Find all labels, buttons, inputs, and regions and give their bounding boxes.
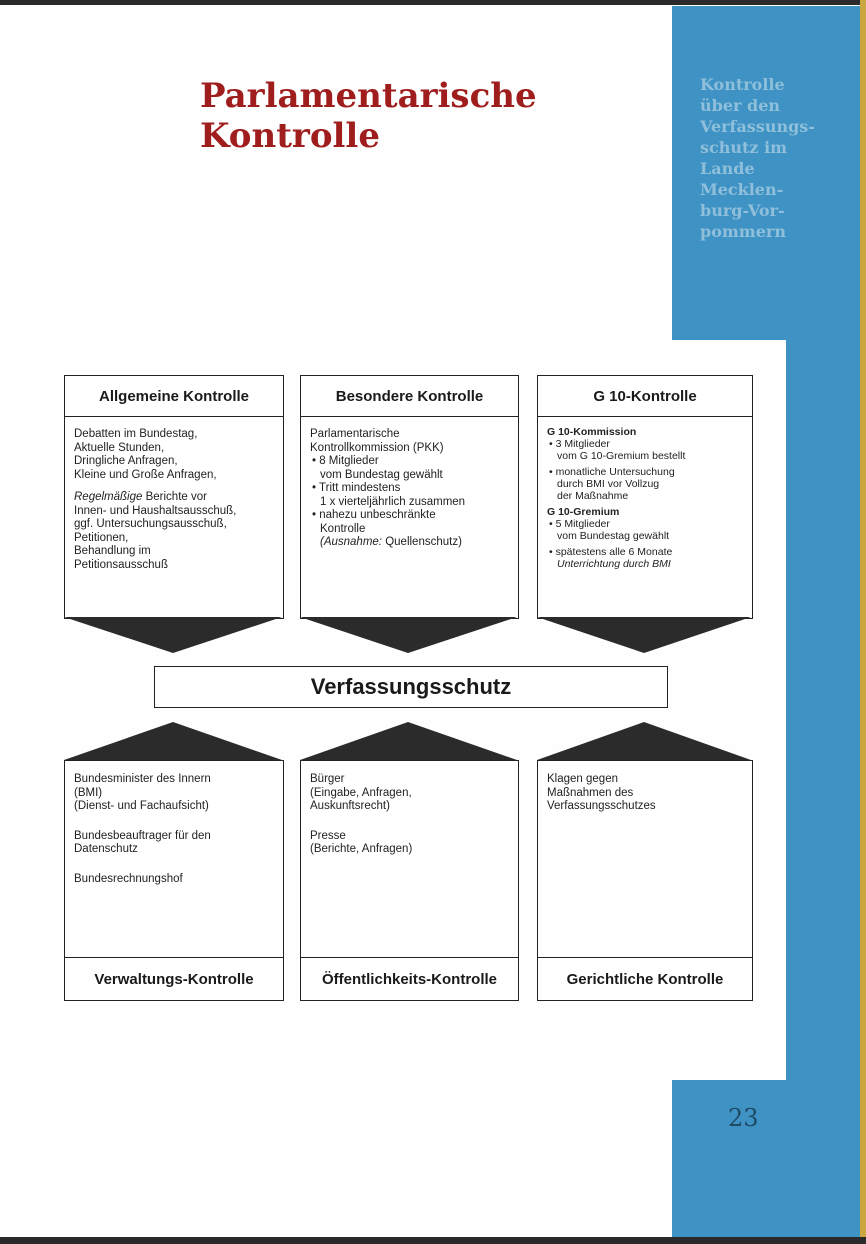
- italic-text: Regelmäßige: [74, 491, 143, 503]
- bullet-item: • 5 Mitglieder: [549, 518, 610, 530]
- box-content: [310, 428, 512, 550]
- paragraph: Presse (Berichte, Anfragen): [310, 829, 413, 855]
- page-edge-right: [860, 0, 866, 1244]
- paragraph: Bürger (Eingabe, Anfragen, Auskunftsrecht): [310, 773, 412, 812]
- box-header: Allgemeine Kontrolle: [65, 376, 283, 417]
- bullet-continuation: vom G 10-Gremium bestellt: [557, 450, 686, 462]
- arrow-down-icon: [64, 617, 282, 655]
- page-title: Parlamentarische Kontrolle: [200, 76, 537, 156]
- box-gerichtliche-kontrolle: [537, 760, 753, 1001]
- subheading: G 10-Kommission: [547, 426, 637, 438]
- side-color-column: [786, 340, 860, 1080]
- bullet-item: • spätestens alle 6 Monate: [549, 546, 673, 558]
- bullet-continuation: vom Bundestag gewählt: [557, 530, 670, 542]
- box-header: G 10-Kontrolle: [538, 376, 752, 417]
- box-allgemeine-kontrolle: [64, 375, 284, 619]
- paragraph: Bundesrechnungshof: [74, 872, 183, 885]
- box-oeffentlichkeits-kontrolle: [300, 760, 519, 1001]
- bullet-note: [310, 536, 512, 550]
- paragraph: Debatten im Bundestag, Aktuelle Stunden, Dringliche Anfragen, Kleine und Große Anfragen,: [74, 428, 217, 481]
- box-verwaltungs-kontrolle: [64, 760, 284, 1001]
- box-content: [310, 773, 512, 857]
- verfassungsschutz-label: Verfassungsschutz: [154, 666, 668, 708]
- bullet-item: • Tritt mindestens 1 x vierteljährlich zusammen: [312, 482, 466, 508]
- arrow-up-icon: [300, 722, 517, 760]
- box-footer: Verwaltungs-Kontrolle: [65, 957, 283, 1000]
- page-edge-top: [0, 0, 866, 5]
- bullet-item: • nahezu unbeschränkte Kontrolle: [312, 509, 436, 535]
- box-content: [547, 773, 746, 814]
- arrow-down-icon: [300, 617, 517, 655]
- box-g10-kontrolle: [537, 375, 753, 619]
- paragraph: Innen- und Haushaltsausschuß, ggf. Untersuchungsausschuß, Petitionen, Behandlung im Petitionsausschuß: [74, 504, 237, 571]
- box-content: [74, 428, 277, 572]
- box-content: [74, 773, 277, 886]
- page-number: 23: [728, 1104, 759, 1132]
- paragraph: Parlamentarische Kontrollkommission (PKK): [310, 428, 444, 454]
- bullet-continuation: Unterrichtung durch BMI: [557, 558, 671, 570]
- italic-text: (Ausnahme:: [320, 536, 383, 548]
- text: Berichte vor: [142, 491, 207, 503]
- box-footer: Gerichtliche Kontrolle: [538, 957, 752, 1000]
- page-number-tab: [672, 1080, 860, 1240]
- box-header: Besondere Kontrolle: [301, 376, 518, 417]
- text: Quellenschutz): [382, 536, 462, 548]
- arrow-down-icon: [537, 617, 751, 655]
- bullet-item: • monatliche Untersuchung durch BMI vor Vollzug der Maßnahme: [549, 466, 675, 502]
- paragraph: Bundesminister des Innern (BMI) (Dienst- und Fachaufsicht): [74, 773, 211, 812]
- subheading: G 10-Gremium: [547, 506, 620, 518]
- box-content: [547, 426, 746, 570]
- page-edge-bottom: [0, 1237, 866, 1244]
- paragraph: [74, 491, 277, 505]
- arrow-up-icon: [64, 722, 282, 760]
- bullet-item: • 3 Mitglieder: [549, 438, 610, 450]
- bullet-item: • 8 Mitglieder vom Bundestag gewählt: [312, 455, 443, 481]
- side-heading: Kontrolle über den Verfassungs- schutz im Lande Mecklen- burg-Vor- pommern: [700, 75, 815, 241]
- box-footer: Öffentlichkeits-Kontrolle: [301, 957, 518, 1000]
- paragraph: Klagen gegen Maßnahmen des Verfassungsschutzes: [547, 773, 656, 812]
- paragraph: Bundesbeauftrager für den Datenschutz: [74, 829, 211, 855]
- box-besondere-kontrolle: [300, 375, 519, 619]
- arrow-up-icon: [537, 722, 751, 760]
